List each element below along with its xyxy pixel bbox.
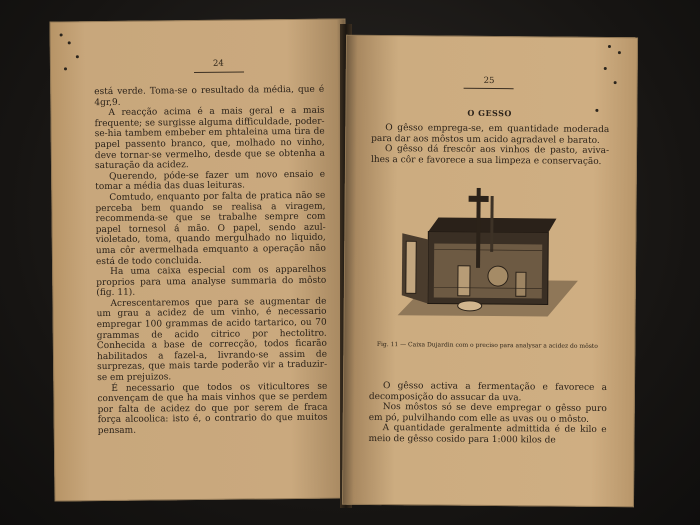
right-page xyxy=(342,35,638,508)
wormhole xyxy=(618,51,621,54)
section-heading: O GESSO xyxy=(467,107,512,119)
paragraph: Ha uma caixa especial com os apparelhos proprios para uma analyse summaria do môsto (fig. 11). xyxy=(96,264,327,299)
burette-clamp xyxy=(469,196,489,202)
wormhole xyxy=(60,33,63,36)
beaker xyxy=(458,266,470,296)
burette-tube xyxy=(490,196,493,252)
figure-caption: Fig. 11 — Caixa Dujardin com o preciso para analysar a acidez do môsto xyxy=(376,341,598,350)
paragraph: Comtudo, enquanto por falta de pratica não se perceba bem quando se realisa a viragem, recommenda-se que se trabalhe sempre com papel tornesol á mão. O papel, sendo azul-violetado, toma, quando mergulhado no liquido, uma côr avermelhada emquanto a operação não está de todo concluida. xyxy=(95,190,326,267)
paragraph: O gêsso emprega-se, em quantidade moderada para dar aos môstos um acido agradavel e barato. xyxy=(371,123,610,146)
right-body-text-top xyxy=(371,123,609,167)
header-rule xyxy=(194,72,244,74)
paragraph: É necessario que todos os viticultores se convençam de que ha mais vinhos que se perdem por falta de acidez do que por serem de fraca força alcoolica: isto é, o contrario do que muitos pensam. xyxy=(97,381,328,437)
open-book xyxy=(40,12,644,504)
paragraph: A reacção acima é a mais geral e a mais frequente; se surgisse alguma difficuldade, poder-se-hia tambem embeber em phtaleina uma tira de papel passento branco, que, molhado no vinho, deve tornar-se vermelho, desde que se obtenha a saturação da acidez. xyxy=(94,105,325,172)
paragraph: está verde. Toma-se o resultado da média, que é 4gr,9. xyxy=(94,84,325,108)
wormhole xyxy=(76,55,79,58)
wormhole xyxy=(68,41,71,44)
figure-engraving-caixa-dujardin xyxy=(397,187,578,335)
paragraph: Querendo, póde-se fazer um novo ensaio e tomar a média das duas leituras. xyxy=(95,169,326,193)
wormhole xyxy=(608,45,611,48)
paragraph: A quantidade geralmente admittida é de kilo e meio de gêsso cosido para 1:000 kilos de xyxy=(368,423,607,446)
wormhole xyxy=(604,67,607,70)
paragraph: Nos môstos só se deve empregar o gêsso puro em pó, pulvilhando com elle as uvas ou o môsto. xyxy=(368,402,607,425)
flask xyxy=(488,266,508,286)
left-page xyxy=(49,18,350,501)
right-body-text-bottom xyxy=(368,381,607,447)
page-number: 24 xyxy=(212,58,224,69)
bottle xyxy=(516,272,526,296)
dish xyxy=(458,301,482,311)
page-number: 25 xyxy=(483,75,495,87)
graduated-cylinder xyxy=(406,241,416,293)
paragraph: Acrescentaremos que para se augmentar de um grau a acidez de um vinho, é necessario empregar 100 grammas de acido tartarico, ou 70 grammas de acido citrico por hectolitro. Conhecida a base de correcção, todos ficarão habilitados a fazel-a, livrando-se assim de surprezas, que mais tarde poderão vir a traduzir-se em prejuizos. xyxy=(96,296,328,384)
wormhole xyxy=(614,81,617,84)
left-body-text xyxy=(94,85,328,437)
paragraph: O gêsso activa a fermentação e favorece a decomposição do assucar da uva. xyxy=(368,381,608,403)
wormhole xyxy=(64,67,67,70)
header-rule xyxy=(464,88,514,89)
wormhole xyxy=(595,109,598,112)
paragraph: O gêsso dá frescôr aos vinhos de pasto, aviva-lhes a côr e favorece a sua limpeza e conservação. xyxy=(370,144,610,167)
